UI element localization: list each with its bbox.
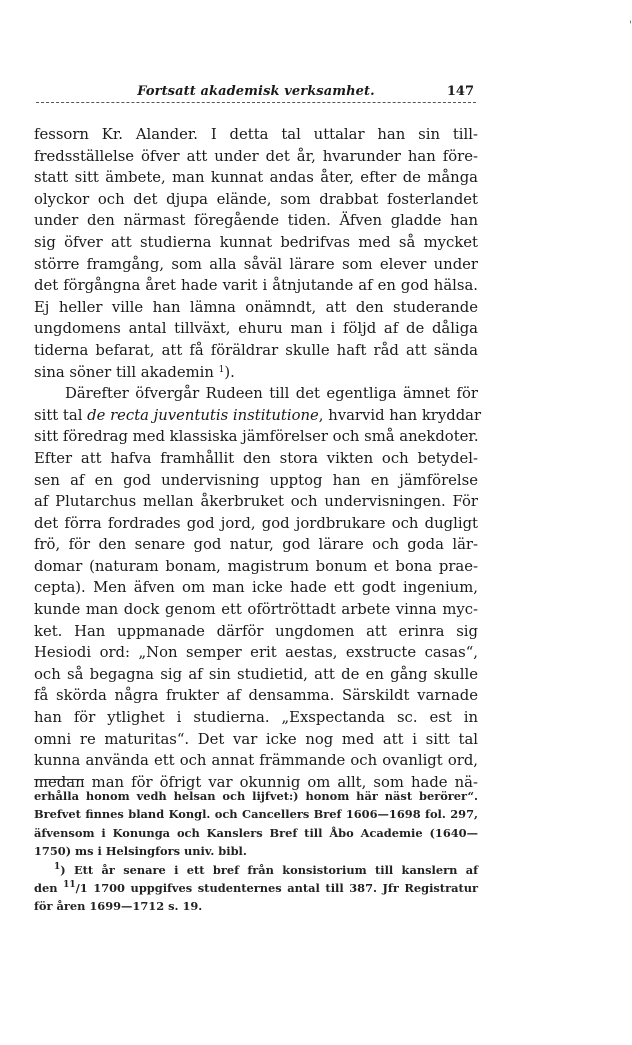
text-line: domar (naturam bonam, magistrum bonum et bona prae- — [34, 557, 478, 575]
text-fragment: sina söner till akademin — [34, 363, 214, 381]
text-line: han för ytlighet i studierna. „Exspectanda sc. est in — [34, 709, 478, 727]
page-number: 147 — [446, 84, 474, 99]
footnote-marker: 1 — [54, 861, 61, 872]
text-line: sig öfver att studierna kunnat bedrifvas med så mycket — [34, 233, 478, 251]
text-line — [34, 362, 478, 384]
text-line: cepta). Men äfven om man icke hade ett godt ingenium, — [34, 579, 478, 597]
footnote-line: $^1$) Ett år senare i ett bref från konsistorium till kanslern af — [54, 861, 478, 877]
footnote-line: för åren 1699—1712 s. 19. — [34, 899, 203, 914]
text-line: olyckor och det djupa elände, som drabbat fosterlandet — [34, 190, 478, 208]
page-edge-mark: ' — [629, 20, 632, 31]
text-fragment: sitt tal — [34, 406, 83, 424]
text-line: kunna använda ett och annat främmande och ovanligt ord, — [34, 752, 478, 770]
text-line: Efter att hafva framhållit den stora vikten och betydel- — [34, 449, 478, 467]
text-line: medan man för öfrigt var okunnig om allt, som hade nä- — [34, 773, 478, 791]
latin-title: de recta juventutis institutione — [87, 406, 319, 424]
date-day: 11 — [63, 879, 76, 890]
text-line: fessorn Kr. Alander. I detta tal uttalar han sin till- — [34, 126, 478, 143]
text-line: tiderna befarat, att få föräldrar skulle haft råd att sända — [34, 341, 478, 359]
text-line: under den närmast föregående tiden. Äfven gladde han — [34, 212, 478, 230]
date-month: 1 — [79, 880, 88, 895]
body-text — [34, 124, 482, 793]
footnote-line: erhålla honom vedh helsan och lijfvet:) honom här näst berörer“. — [34, 789, 478, 803]
footnote-line: Brefvet finnes bland Kongl. och Cancellers Bref 1606—1698 fol. 297, — [34, 807, 478, 822]
text-line: af Plutarchus mellan åkerbruket och undervisningen. För — [34, 493, 478, 511]
running-title: Fortsatt akademisk verksamhet. — [137, 84, 375, 99]
text-line: Därefter öfvergår Rudeen till det egentliga ämnet för — [65, 385, 478, 403]
footnote-rule — [34, 779, 84, 780]
footnote-line: äfvensom i Konunga och Kanslers Bref till Åbo Academie (1640— — [34, 825, 478, 840]
footnote-text: Ett år senare i ett bref från konsistorium till kanslern af — [73, 862, 478, 877]
footnote-reference: 1 — [218, 364, 225, 375]
text-line: ket. Han uppmanade därför ungdomen att erinra sig — [34, 622, 478, 640]
text-line: kunde man dock genom ett oförtröttadt arbete vinna myc- — [34, 601, 478, 619]
footnote-text: den — [34, 880, 58, 895]
footnotes — [34, 787, 478, 916]
text-line: statt sitt ämbete, man kunnat andas åter, efter de många — [34, 169, 478, 187]
date-year: 1700 — [93, 880, 125, 895]
text-line: Ej heller ville han lämna onämndt, att den studerande — [34, 298, 478, 316]
text-line: sitt föredrag med klassiska jämförelser och små anekdoter. — [34, 428, 479, 446]
text-line: det förgångna året hade varit i åtnjutande af en god hälsa. — [34, 277, 478, 295]
text-line: det förra fordrades god jord, god jordbrukare och dugligt — [34, 514, 478, 532]
footnote-text: uppgifves studenternes antal till 387. Jfr Registratur — [130, 880, 478, 895]
text-line: större framgång, som alla såväl lärare som elever under — [34, 255, 478, 273]
text-line: sen af en god undervisning upptog han en jämförelse — [34, 471, 478, 489]
text-line: Hesiodi ord: „Non semper erit aestas, exstructe casas“, — [34, 644, 478, 662]
text-line: frö, för den senare god natur, god lärare och goda lär- — [34, 536, 478, 554]
text-line — [34, 405, 482, 427]
text-line: fredsställelse öfver att under det år, hvarunder han före- — [34, 147, 478, 165]
header-rule — [36, 102, 476, 103]
footnote-line: den $^{11}$/1 1700 uppgifves studenternes antal till 387. Jfr Registratur — [34, 879, 478, 895]
text-fragment: ). — [224, 363, 235, 381]
text-line: få skörda några frukter af densamma. Särskildt varnade — [34, 687, 478, 705]
footnote-line: 1750) ms i Helsingfors univ. bibl. — [34, 844, 247, 859]
text-line: och så begagna sig af sin studietid, att de en gång skulle — [34, 665, 478, 683]
text-line: ungdomens antal tillväxt, ehuru man i följd af de dåliga — [34, 320, 478, 338]
text-fragment: , hvarvid han kryddar — [318, 406, 482, 424]
text-line: omni re maturitas“. Det var icke nog med att i sitt tal — [34, 730, 478, 748]
